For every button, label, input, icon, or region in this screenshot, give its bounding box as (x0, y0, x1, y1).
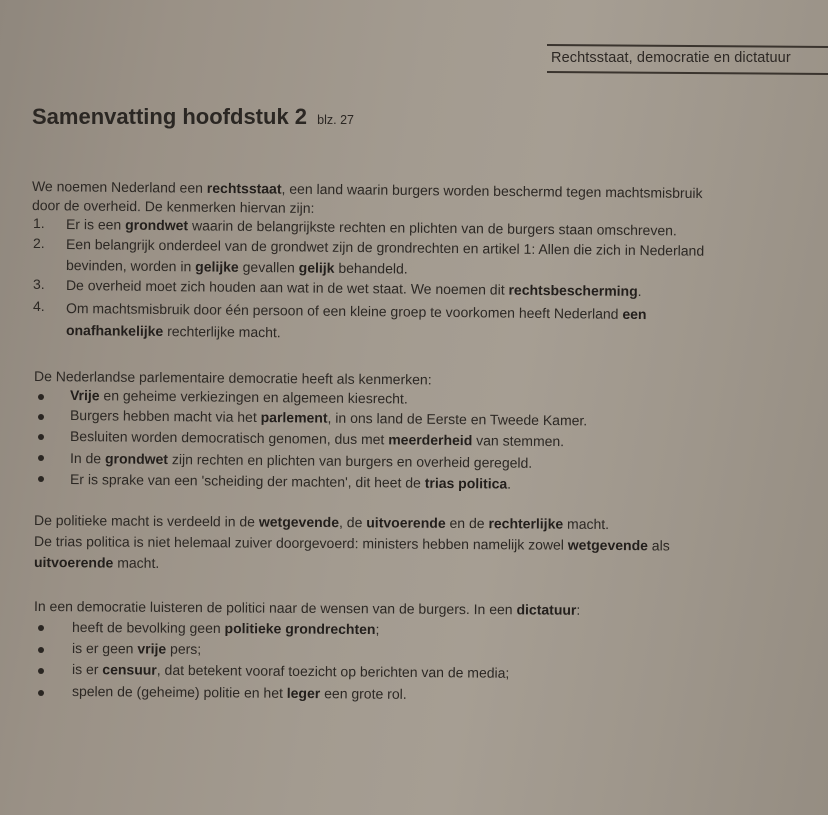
numbered-item-4-line-1 (66, 300, 647, 322)
text-run: Burgers hebben macht via het (69, 407, 261, 425)
democracy-bullet-2 (70, 407, 587, 428)
bullet-icon (38, 690, 44, 696)
bold-term: grondwet (104, 450, 169, 468)
text-run: en de (445, 514, 489, 532)
numbered-item-4-line-2 (66, 322, 281, 340)
bullet-icon (38, 434, 44, 440)
democracy-bullet-1 (70, 387, 408, 407)
bold-term: gelijke (195, 258, 239, 275)
text-run: ; (375, 621, 380, 638)
bold-term: rechtsbescherming (508, 281, 638, 299)
text-run: , een land waarin burgers worden beschermd tegen machtsmisbruik (281, 180, 703, 202)
dictatorship-bullet-2 (72, 640, 201, 657)
bold-term: wetgevende (567, 536, 648, 554)
bold-term: rechterlijke (488, 515, 564, 532)
trias-line-1 (34, 512, 609, 532)
trias-line-2 (34, 533, 670, 553)
text-run: spelen de (geheime) politie en het (71, 683, 287, 701)
header-rule-top (547, 44, 828, 48)
democracy-bullet-5 (70, 471, 511, 492)
text-run: In een democratie luisteren de politici naar de wensen van de burgers. In een (33, 598, 517, 618)
bold-term: een (622, 305, 647, 323)
text-run: gevallen (238, 258, 299, 276)
text-run: en geheime verkiezingen en algemeen kiesrecht. (99, 387, 408, 407)
text-run: De overheid moet zich houden aan wat in de wet staat. We noemen dit (65, 277, 509, 298)
bullet-icon (38, 476, 44, 482)
text-run: Er is een (65, 216, 126, 233)
bullet-icon (38, 668, 44, 674)
democracy-bullet-3 (70, 428, 564, 449)
text-run: een grote rol. (320, 685, 407, 702)
bold-term: parlement (260, 408, 328, 426)
text-run: De trias politica is niet helemaal zuiver doorgevoerd: ministers hebben namelijk zowel (33, 533, 568, 553)
page-title (32, 104, 354, 130)
democracy-bullet-4 (70, 450, 532, 471)
bold-term: wetgevende (258, 513, 340, 531)
text-run: , de (338, 514, 367, 531)
bullet-icon (38, 625, 44, 631)
list-number: 2. (33, 235, 45, 251)
title-page-ref: blz. 27 (317, 113, 355, 127)
numbered-item-3 (66, 277, 642, 299)
text-run: als (647, 537, 670, 554)
text-run: . (637, 282, 642, 300)
text-run: Er is sprake van een 'scheiding der machten', dit heet de (69, 471, 425, 491)
list-number: 4. (33, 298, 45, 314)
text-run: macht. (113, 554, 160, 571)
text-run: In de (69, 450, 106, 467)
text-run: : (576, 601, 581, 618)
intro-line-2: door de overheid. De kenmerken hiervan zijn: (31, 197, 315, 216)
text-run: , dat betekent vooraf toezicht op berichten van de media; (156, 661, 510, 681)
text-run: pers; (166, 640, 202, 657)
text-run: van stemmen. (472, 432, 565, 450)
text-run: Een belangrijk onderdeel van de grondwet zijn de grondrechten en artikel 1: Allen die zich in Nederland (65, 236, 705, 259)
list-number: 3. (33, 276, 45, 292)
running-head: Rechtsstaat, democratie en dictatuur (551, 50, 791, 66)
text-run: behandeld. (334, 259, 408, 277)
text-run: Om machtsmisbruik door één persoon of een kleine groep te voorkomen heeft Nederland (65, 300, 623, 322)
democracy-intro: De Nederlandse parlementaire democratie heeft als kenmerken: (33, 368, 432, 388)
numbered-item-1 (66, 216, 677, 238)
text-run: zijn rechten en plichten van burgers en overheid geregeld. (167, 451, 533, 471)
bold-term: politieke grondrechten (224, 620, 376, 638)
text-run: is er (71, 661, 103, 678)
list-number: 1. (33, 215, 45, 231)
text-run: Besluiten worden democratisch genomen, dus met (69, 428, 389, 448)
bold-term: gelijk (298, 259, 335, 276)
dictatorship-bullet-1 (72, 619, 379, 637)
bold-term: uitvoerende (366, 514, 446, 531)
text-run: waarin de belangrijkste rechten en plichten van de burgers staan omschreven. (188, 217, 677, 239)
text-run: rechterlijke macht. (163, 323, 281, 341)
title-main: Samenvatting hoofdstuk 2 (32, 104, 308, 129)
text-run: heeft de bevolking geen (71, 619, 225, 637)
header-rule-bottom (547, 71, 828, 75)
bold-term: dictatuur (516, 601, 577, 618)
numbered-item-2-line-2 (66, 257, 408, 277)
dictatorship-bullet-3 (72, 661, 509, 681)
bold-term: trias politica (424, 474, 508, 492)
bold-term: meerderheid (388, 431, 473, 449)
text-run: macht. (563, 515, 610, 533)
bold-term: onafhankelijke (65, 322, 164, 340)
trias-line-3 (34, 554, 159, 571)
text-run: . (507, 475, 512, 492)
bullet-icon (38, 647, 44, 653)
bold-term: Vrije (69, 387, 100, 404)
text-run: , in ons land de Eerste en Tweede Kamer. (327, 409, 588, 429)
text-run: De politieke macht is verdeeld in de (33, 512, 259, 530)
bullet-icon (38, 394, 44, 400)
bold-term: uitvoerende (33, 554, 114, 571)
bold-term: grondwet (125, 216, 189, 234)
bold-term: censuur (102, 661, 157, 678)
text-run: is er geen (71, 640, 138, 657)
dictatorship-bullet-4 (72, 683, 407, 702)
text-run: bevinden, worden in (65, 257, 196, 275)
text-run: We noemen Nederland een (31, 178, 207, 196)
numbered-item-2-line-1 (66, 236, 704, 259)
dictatorship-intro (34, 598, 580, 618)
bullet-icon (38, 414, 44, 420)
bullet-icon (38, 455, 44, 461)
bold-term: vrije (137, 640, 167, 657)
bold-term: leger (286, 684, 321, 702)
bold-term: rechtsstaat (206, 179, 282, 197)
